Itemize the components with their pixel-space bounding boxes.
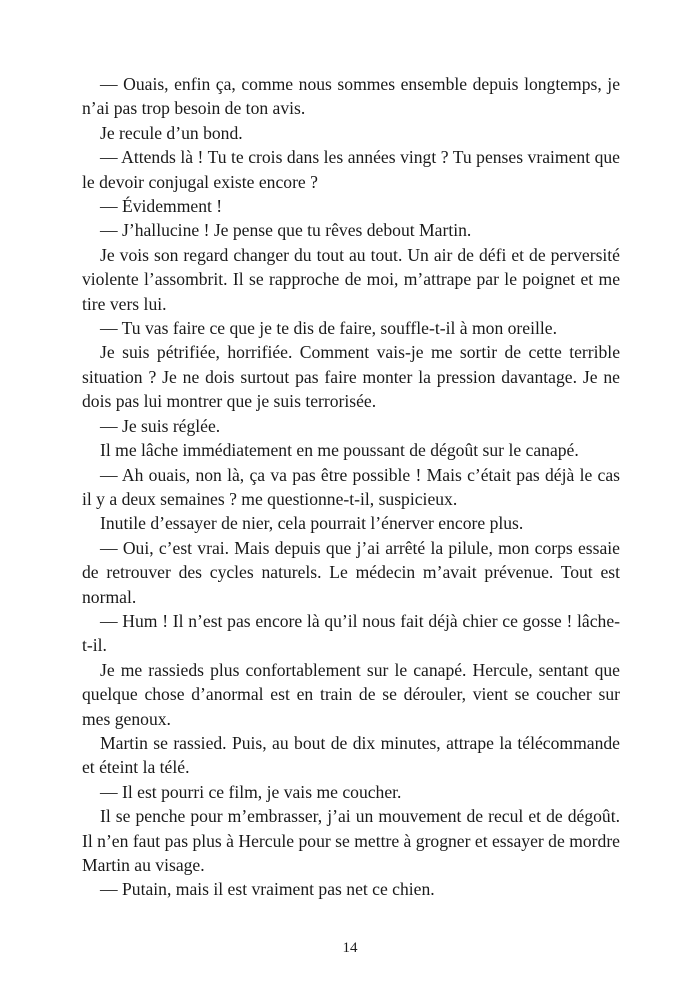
paragraph: Je me rassieds plus confortablement sur le canapé. Hercule, sentant que quelque chose d’anormal est en train de se dérouler, vient se coucher sur mes genoux. [82,659,620,729]
paragraph: — Il est pourri ce film, je vais me coucher. [100,781,402,802]
paragraph: — Putain, mais il est vraiment pas net ce chien. [100,879,435,900]
paragraph: — Attends là ! Tu te crois dans les années vingt ? Tu penses vraiment que le devoir conjugal existe encore ? [82,147,620,192]
paragraph: Je recule d’un bond. [100,122,243,143]
page-number: 14 [342,940,358,956]
paragraph: — Ouais, enfin ça, comme nous sommes ensemble depuis longtemps, je n’ai pas trop besoin de ton avis. [82,74,620,119]
paragraph: Il se penche pour m’embrasser, j’ai un mouvement de recul et de dégoût. Il n’en faut pas plus à Hercule pour se mettre à grogner et essayer de mordre Martin au visage. [82,806,620,875]
paragraph: Je suis pétrifiée, horrifiée. Comment vais-je me sortir de cette terrible situation ? Je ne dois surtout pas faire monter la pression davantage. Je ne dois pas lui montrer que je suis terrorisée. [82,342,620,412]
paragraph: Je vois son regard changer du tout au tout. Un air de défi et de perversité violente l’assombrit. Il se rapproche de moi, m’attrape par le poignet et me tire vers lui. [82,244,620,314]
page-body [82,72,620,902]
paragraph: — J’hallucine ! Je pense que tu rêves debout Martin. [100,220,472,241]
paragraph: — Évidemment ! [100,196,223,217]
paragraph: — Je suis réglée. [100,415,221,436]
paragraph: Martin se rassied. Puis, au bout de dix minutes, attrape la télécommande et éteint la télé. [82,732,620,778]
paragraph: Inutile d’essayer de nier, cela pourrait l’énerver encore plus. [100,513,524,534]
paragraph: — Hum ! Il n’est pas encore là qu’il nous fait déjà chier ce gosse ! lâche-t-il. [82,610,620,656]
paragraph: — Ah ouais, non là, ça va pas être possible ! Mais c’était pas déjà le cas il y a deux semaines ? me questionne-t-il, suspicieux. [82,464,620,509]
paragraph: — Tu vas faire ce que je te dis de faire, souffle-t-il à mon oreille. [100,318,557,339]
paragraph: — Oui, c’est vrai. Mais depuis que j’ai arrêté la pilule, mon corps essaie de retrouver des cycles naturels. Le médecin m’avait prévenue. Tout est normal. [82,537,620,607]
paragraph: Il me lâche immédiatement en me poussant de dégoût sur le canapé. [100,440,579,461]
